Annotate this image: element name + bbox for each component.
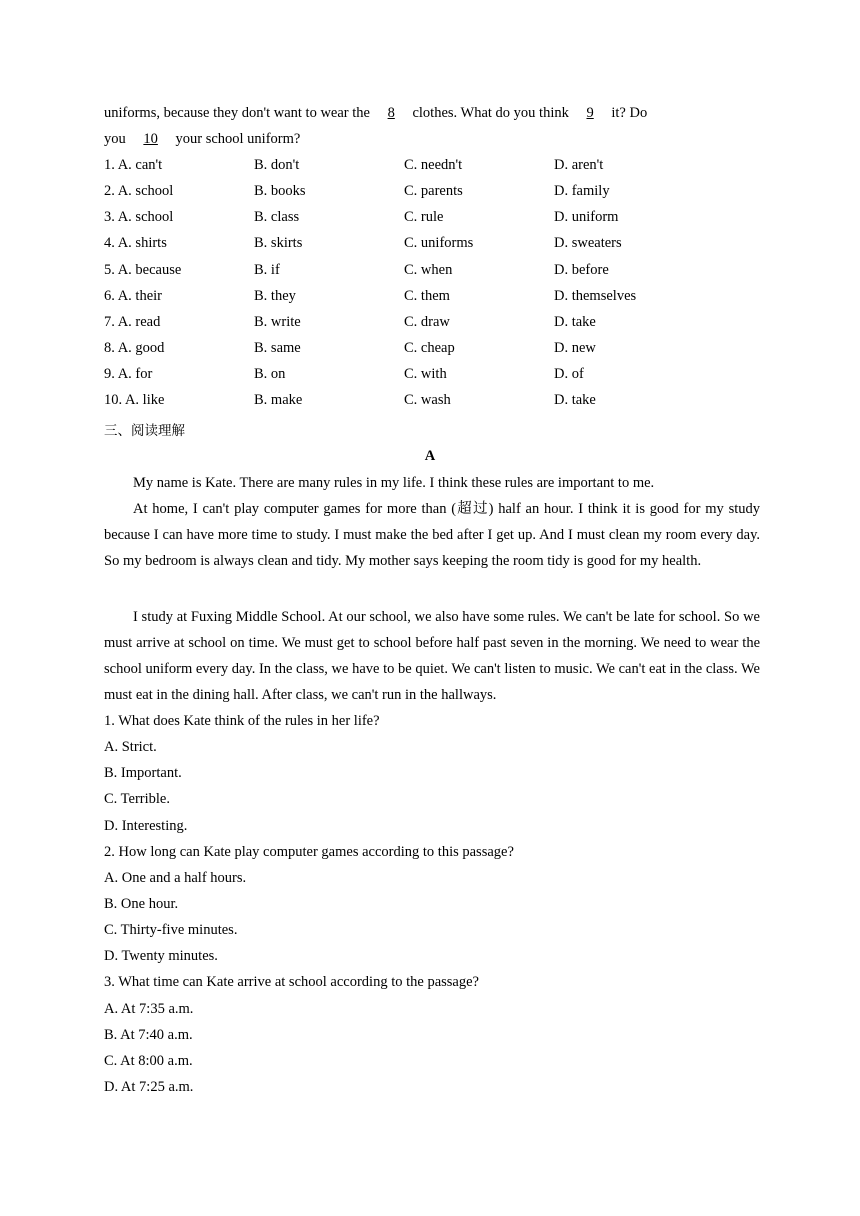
- option-d: D. take: [554, 314, 596, 330]
- option-a: 4. A. shirts: [104, 235, 167, 251]
- option-row: [104, 235, 744, 255]
- question-3-option-c: C. At 8:00 a.m.: [104, 1053, 193, 1069]
- option-d: D. aren't: [554, 157, 604, 173]
- option-a: 7. A. read: [104, 314, 161, 330]
- option-a: 5. A. because: [104, 262, 182, 278]
- blank-10: 10: [143, 131, 158, 147]
- question-2: 2. How long can Kate play computer games according to this passage?: [104, 844, 514, 860]
- option-b: B. skirts: [254, 235, 303, 251]
- question-3-option-d: D. At 7:25 a.m.: [104, 1079, 194, 1095]
- option-b: B. if: [254, 262, 280, 278]
- option-a: 9. A. for: [104, 366, 153, 382]
- question-1-option-c: C. Terrible.: [104, 791, 170, 807]
- option-a: 2. A. school: [104, 183, 174, 199]
- cloze-text: uniforms, because they don't want to wear the: [104, 105, 370, 121]
- question-2-option-c: C. Thirty-five minutes.: [104, 922, 238, 938]
- option-row: [104, 392, 744, 412]
- option-row: [104, 366, 744, 386]
- section-heading: 三、阅读理解: [104, 423, 185, 439]
- option-b: B. write: [254, 314, 301, 330]
- option-row: [104, 209, 744, 229]
- option-row: [104, 183, 744, 203]
- option-d: D. themselves: [554, 288, 637, 304]
- cloze-text-line-1: [104, 105, 647, 122]
- option-c: C. draw: [404, 314, 450, 330]
- option-c: C. them: [404, 288, 450, 304]
- option-row: [104, 262, 744, 282]
- option-row: [104, 157, 744, 177]
- question-1-option-b: B. Important.: [104, 765, 182, 781]
- option-a: 6. A. their: [104, 288, 162, 304]
- option-d: D. family: [554, 183, 610, 199]
- question-1-option-a: A. Strict.: [104, 739, 157, 755]
- option-a: 3. A. school: [104, 209, 174, 225]
- question-3-option-b: B. At 7:40 a.m.: [104, 1027, 193, 1043]
- passage-label: A: [424, 448, 436, 464]
- option-c: C. when: [404, 262, 453, 278]
- option-c: C. wash: [404, 392, 451, 408]
- passage-paragraph-2: At home, I can't play computer games for more than (超过) half an hour. I think it is good for my study because I can have more time to study. I must make the bed after I get up. And I must clean my room every day. So my bedroom is always clean and tidy. My mother says keeping the room tidy is good for my health.: [104, 501, 760, 569]
- question-3-option-a: A. At 7:35 a.m.: [104, 1001, 194, 1017]
- question-3: 3. What time can Kate arrive at school according to the passage?: [104, 974, 479, 990]
- option-c: C. uniforms: [404, 235, 474, 251]
- option-a: 10. A. like: [104, 392, 165, 408]
- passage-paragraph-1: My name is Kate. There are many rules in my life. I think these rules are important to me.: [133, 475, 655, 491]
- question-1: 1. What does Kate think of the rules in her life?: [104, 713, 380, 729]
- question-2-option-d: D. Twenty minutes.: [104, 948, 218, 964]
- blank-9: 9: [586, 105, 594, 121]
- option-row: [104, 340, 744, 360]
- option-a: 1. A. can't: [104, 157, 163, 173]
- option-d: D. new: [554, 340, 596, 356]
- question-1-option-d: D. Interesting.: [104, 818, 188, 834]
- option-c: C. cheap: [404, 340, 455, 356]
- option-d: D. of: [554, 366, 584, 382]
- option-b: B. make: [254, 392, 303, 408]
- option-row: [104, 314, 744, 334]
- passage-paragraph-3: I study at Fuxing Middle School. At our school, we also have some rules. We can't be late for school. So we must arrive at school on time. We must get to school before half past seven in the morning. We need to wear the school uniform every day. In the class, we have to be quiet. We can't listen to music. We can't eat in the class. We must eat in the dining hall. After class, we can't run in the hallways.: [104, 609, 760, 703]
- option-c: C. needn't: [404, 157, 463, 173]
- option-d: D. uniform: [554, 209, 619, 225]
- option-c: C. rule: [404, 209, 444, 225]
- option-c: C. parents: [404, 183, 463, 199]
- option-d: D. sweaters: [554, 235, 622, 251]
- option-b: B. class: [254, 209, 300, 225]
- option-row: [104, 288, 744, 308]
- cloze-text: you: [104, 131, 126, 147]
- option-b: B. on: [254, 366, 286, 382]
- cloze-text-line-2: [104, 131, 300, 148]
- cloze-text: your school uniform?: [175, 131, 301, 147]
- option-a: 8. A. good: [104, 340, 165, 356]
- option-b: B. same: [254, 340, 301, 356]
- option-d: D. before: [554, 262, 609, 278]
- option-b: B. they: [254, 288, 296, 304]
- option-d: D. take: [554, 392, 596, 408]
- option-b: B. don't: [254, 157, 300, 173]
- cloze-text: clothes. What do you think: [412, 105, 569, 121]
- cloze-text: it? Do: [611, 105, 648, 121]
- question-2-option-b: B. One hour.: [104, 896, 179, 912]
- option-b: B. books: [254, 183, 306, 199]
- question-2-option-a: A. One and a half hours.: [104, 870, 247, 886]
- blank-8: 8: [387, 105, 395, 121]
- option-c: C. with: [404, 366, 447, 382]
